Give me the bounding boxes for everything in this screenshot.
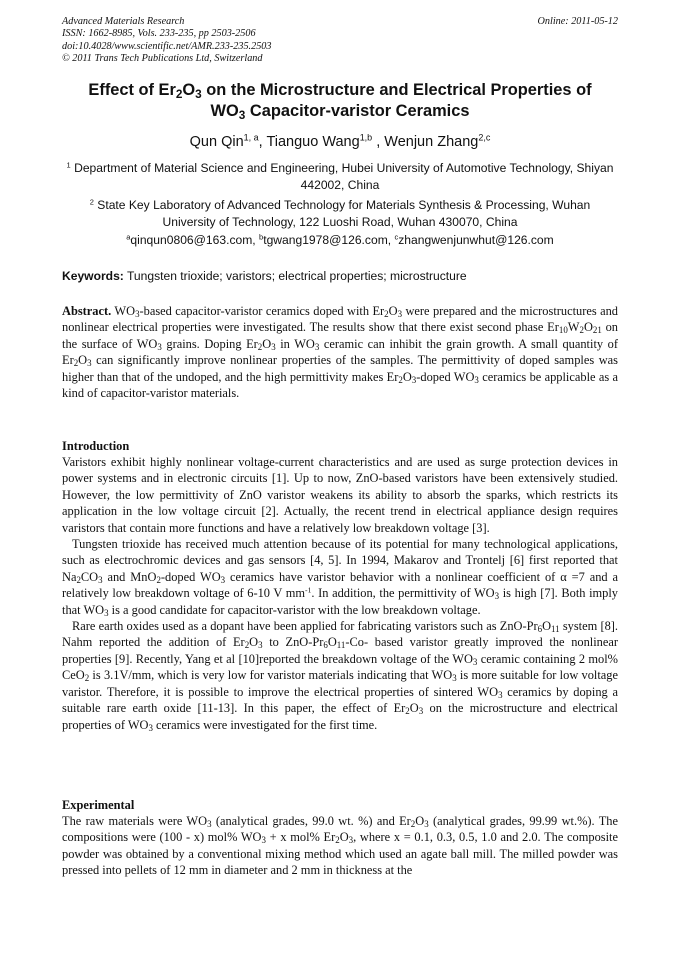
paper-title: Effect of $Er_2O_3$ on the Microstructure and Electrical Properties of $WO_3$ Capacitor-varistor Ceramics xyxy=(88,81,592,122)
keywords xyxy=(62,268,618,284)
section-heading-introduction: Introduction xyxy=(62,439,130,453)
abstract-label: Abstract. xyxy=(62,304,112,318)
author-name: Wenjun Zhang xyxy=(384,134,479,150)
journal-copyright: © 2011 Trans Tech Publications Ltd, Switzerland xyxy=(62,53,263,65)
author-emails: $^a$qinqun0806@163.com, $^b$tgwang1978@126.com, $^c$zhangwenjunwhut@126.com xyxy=(126,232,554,247)
journal-name: Advanced Materials Research xyxy=(62,16,185,27)
keywords-label: Keywords: xyxy=(62,269,124,283)
email-link[interactable]: zhangwenjunwhut@126.com xyxy=(398,233,554,247)
abstract: Abstract. $WO_3$-based capacitor-varistor ceramics doped with $Er_2O_3$ were prepared and the microstructures and nonlinear electrical properties were investigated. The results show that there exist second phase $Er_{10}W_2O_{21}$ on the surface of $WO_3$ grains. Doping $Er_2O_3$ in $WO_3$ ceramic can inhibit the grain growth. A small quantity of $Er_2O_3$ can significantly improve nonlinear properties of the samples. The permittivity of doped samples was higher than that of the undoped, and the high permittivity makes $Er_2O_3$-doped $WO_3$ ceramics be applicable as a kind of capacitor-varistor materials. xyxy=(62,304,618,401)
intro-paragraph-1: Varistors exhibit highly nonlinear voltage-current characteristics and are used as surge protection devices in power systems and in electronic circuits [1]. Up to now, ZnO-based varistors have been extensively studied. However, the low permittivity of ZnO varistor weakens its ability to absorb the sparks, which restricts its application in the low voltage circuit [2]. Actually, the recent trend in electrical appliance design requires varistors that contain more functions and have a relatively low breakdown voltage [3]. xyxy=(62,455,618,535)
email-link[interactable]: qinqun0806@163.com, xyxy=(130,233,260,247)
intro-paragraph-3: Rare earth oxides used as a dopant have been applied for fabricating varistors such as ZnO-$Pr_6O_{11}$ system [8]. Nahm reported the addition of $Er_2O_3$ to ZnO-$Pr_6O_{11}-Co-$ based varistor greatly improved the nonlinear properties [9]. Recently, Yang et al [10]reported the breakdown voltage of the $WO_3$ ceramic containing 2 mol% CeO$_2$ is 3.1V/mm, which is very low for varistor materials indicating that $WO_3$ is more suitable for low voltage varistor. Therefore, it is possible to improve the electrical properties of sintered $WO_3$ ceramics by doping a suitable rare earth oxide [11-13]. In this paper, the effect of $Er_2O_3$ on the microstructure and electrical properties of $WO_3$ ceramics were investigated for the first time. xyxy=(62,619,618,733)
journal-info xyxy=(62,16,271,66)
journal-doi[interactable]: doi:10.4028/www.scientific.net/AMR.233-235.2503 xyxy=(62,40,272,52)
journal-issn: ISSN: 1662-8985, Vols. 233-235, pp 2503-2506 xyxy=(62,28,256,40)
online-date: Online: 2011-05-12 xyxy=(537,16,618,27)
author-list: Qun Qin$^{1, a}$, Tianguo Wang$^{1,b}$ , Wenjun Zhang$^{2,c}$ xyxy=(189,132,491,150)
affiliation-2: $^2$ State Key Laboratory of Advanced Technology for Materials Synthesis & Processing, Wuhan University of Technology, 122 Luoshi Road, Wuhan 430070, China xyxy=(89,197,591,229)
author-name: Tianguo Wang xyxy=(266,134,360,150)
email-link[interactable]: tgwang1978@126.com, xyxy=(263,233,395,247)
author-name: Qun Qin xyxy=(189,134,244,150)
section-heading-experimental: Experimental xyxy=(62,798,135,812)
introduction-body xyxy=(62,454,618,733)
experimental-body: The raw materials were $WO_3$ (analytical grades, 99.0 wt. %) and $Er_2O_3$ (analytical grades, 99.99 wt.%). The compositions were (100 - x) mol% $WO_3 + x$ mol% $Er_2O_3$, where x = 0.1, 0.3, 0.5, 1.0 and 2.0. The composite powder was obtained by a conventional mixing method which used an agate ball mill. The milled powder was pressed into pellets of 12 mm in diameter and 2 mm in thickness at the xyxy=(62,814,618,878)
keywords-text: Tungsten trioxide; varistors; electrical properties; microstructure xyxy=(123,269,467,283)
affiliation-1: $^1$ Department of Material Science and Engineering, Hubei University of Automotive Technology, Shiyan 442002, China xyxy=(66,160,614,192)
intro-paragraph-2: Tungsten trioxide has received much attention because of its potential for many technological applications, such as electrochromic devices and gas sensors [4, 5]. In 1994, Makarov and Trontelj [6] first reported that $Na_2CO_3$ and MnO$_2$-doped $WO_3$ ceramics have varistor behavior with a nonlinear coefficient of α =7 and a relatively low breakdown voltage of 6-10 V $mm^{-1}$. In addition, the permittivity of $WO_3$ is high [7]. Both imply that $WO_3$ is a good candidate for capacitor-varistor with the low breakdown voltage. xyxy=(62,537,619,618)
